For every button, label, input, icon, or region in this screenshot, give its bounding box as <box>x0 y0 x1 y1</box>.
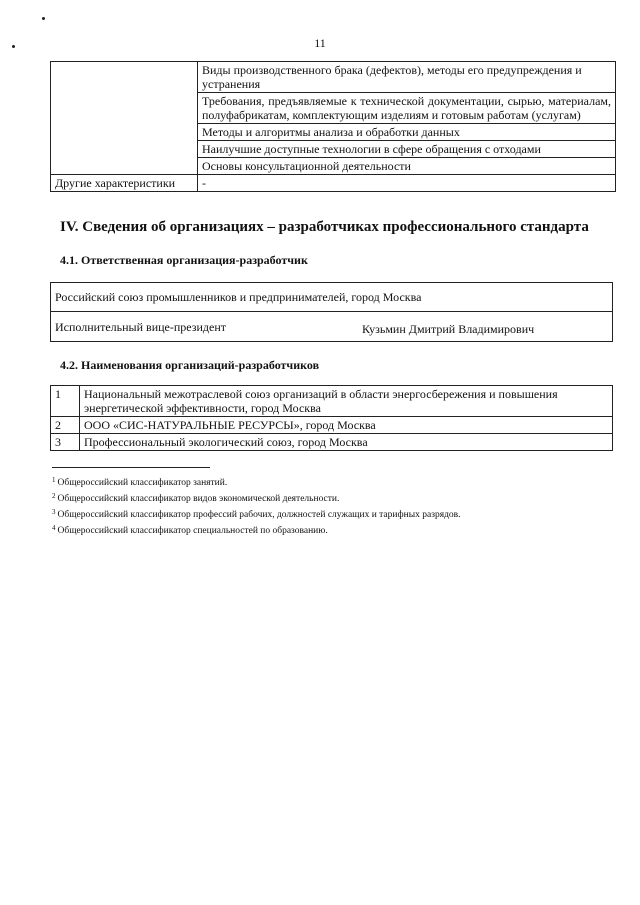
footnote-mark: 3 <box>52 508 56 516</box>
responsible-person: Кузьмин Дмитрий Владимирович <box>362 322 535 336</box>
table-row <box>51 62 616 93</box>
footnote-text: Общероссийский классификатор видов экономической деятельности. <box>57 494 340 504</box>
organization-name: ООО «СИС-НАТУРАЛЬНЫЕ РЕСУРСЫ», город Москва <box>80 417 613 434</box>
footnote-mark: 1 <box>52 476 56 484</box>
footnote-text: Общероссийский классификатор специальностей по образованию. <box>57 526 328 536</box>
organization-name: Национальный межотраслевой союз организаций в области энергосбережения и повышения энергетической эффективности, город Москва <box>80 386 613 417</box>
characteristics-table <box>50 61 616 192</box>
table-row <box>51 434 613 451</box>
row-number: 2 <box>51 417 80 434</box>
divider <box>50 311 613 312</box>
footnote <box>52 522 612 538</box>
responsible-organization-name: Российский союз промышленников и предпринимателей, город Москва <box>55 290 422 304</box>
table-row <box>51 417 613 434</box>
row-number: 3 <box>51 434 80 451</box>
other-characteristics-value: - <box>198 175 616 192</box>
developer-organizations-table <box>50 385 613 451</box>
footnote-mark: 2 <box>52 492 56 500</box>
characteristic-cell: Наилучшие доступные технологии в сфере обращения с отходами <box>198 141 616 158</box>
scan-speck <box>42 17 45 20</box>
other-characteristics-label: Другие характеристики <box>51 175 198 192</box>
responsible-position: Исполнительный вице-президент <box>55 320 227 334</box>
table-row <box>51 386 613 417</box>
subsection-title-developers: 4.2. Наименования организаций-разработчиков <box>60 358 320 372</box>
footnote-separator <box>52 467 210 468</box>
organization-name: Профессиональный экологический союз, город Москва <box>80 434 613 451</box>
footnote-text: Общероссийский классификатор профессий рабочих, должностей служащих и тарифных разрядов. <box>57 510 461 520</box>
empty-cell <box>51 62 198 175</box>
footnote-mark: 4 <box>52 524 56 532</box>
footnote <box>52 506 612 522</box>
footnote-text: Общероссийский классификатор занятий. <box>57 478 228 488</box>
page-number: 11 <box>314 36 326 50</box>
section-title: IV. Сведения об организациях – разработчиках профессионального стандарта <box>60 219 589 235</box>
characteristic-cell: Требования, предъявляемые к технической документации, сырью, материалам, полуфабрикатам, комплектующим изделиям и готовым работам (услугам) <box>198 93 616 124</box>
footnote <box>52 490 612 506</box>
characteristic-cell: Методы и алгоритмы анализа и обработки данных <box>198 124 616 141</box>
footnotes <box>52 474 612 538</box>
table-row <box>51 175 616 192</box>
subsection-title-responsible: 4.1. Ответственная организация-разработчик <box>60 253 308 267</box>
row-number: 1 <box>51 386 80 417</box>
characteristic-cell: Виды производственного брака (дефектов), методы его предупреждения и устранения <box>198 62 616 93</box>
characteristic-cell: Основы консультационной деятельности <box>198 158 616 175</box>
footnote <box>52 474 612 490</box>
